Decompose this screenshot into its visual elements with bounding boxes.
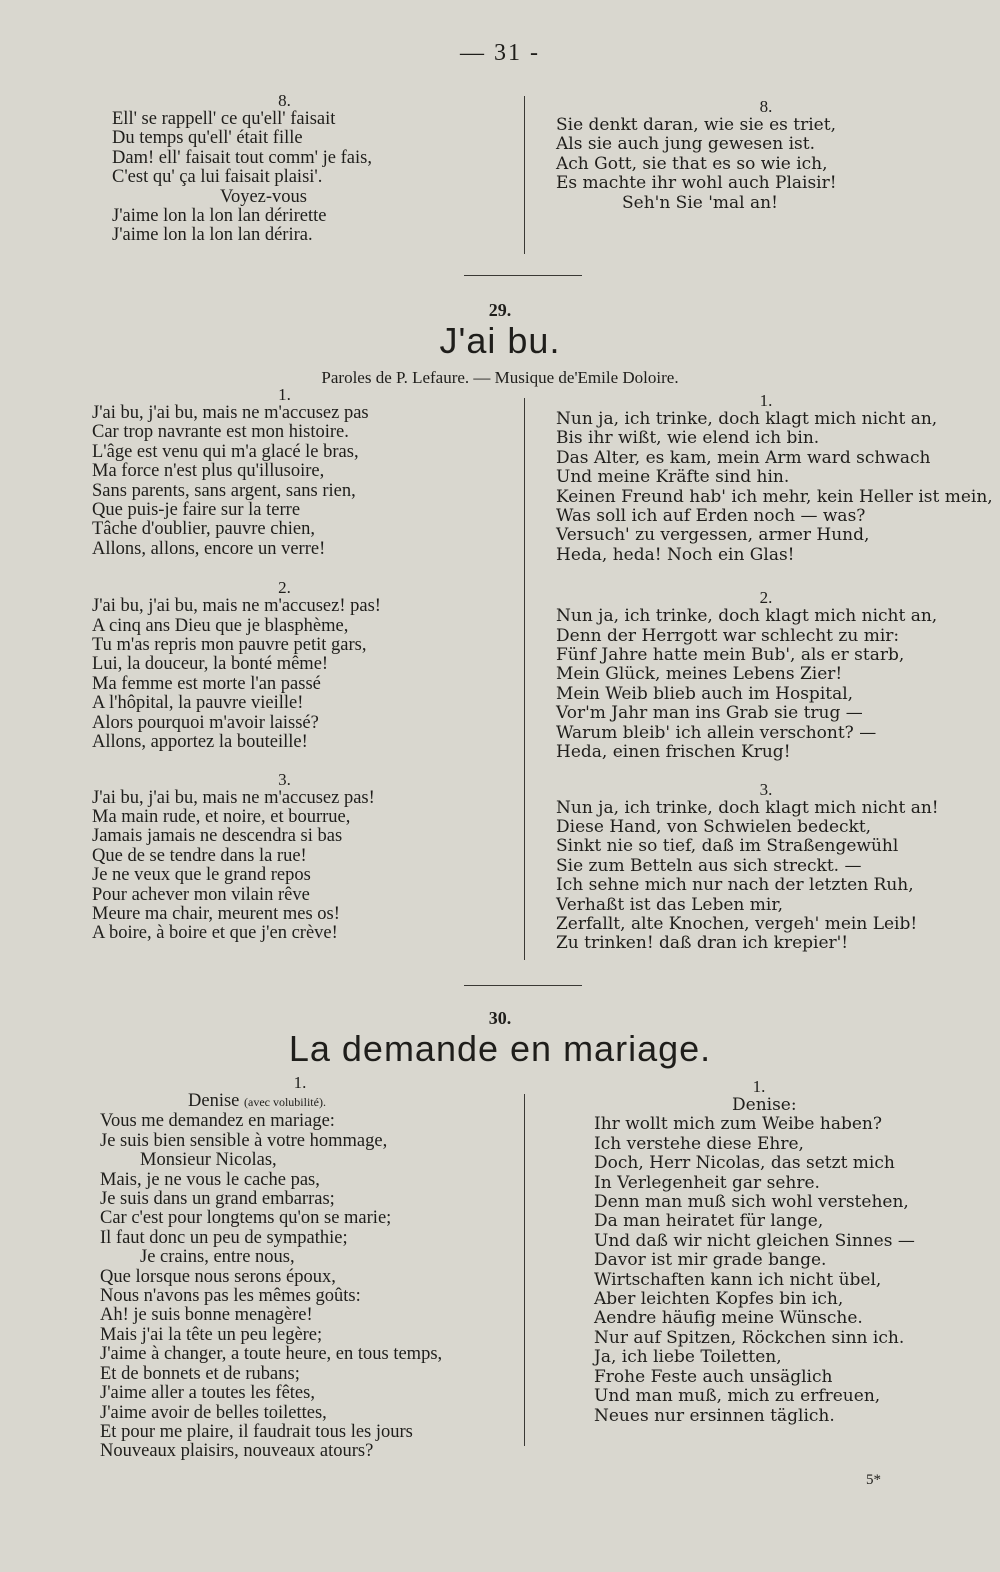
verse-line: Ja, ich liebe Toiletten, <box>594 1347 782 1368</box>
verse-line: Heda, einen frischen Krug! <box>556 742 791 763</box>
verse <box>92 386 517 559</box>
verse-line: Nun ja, ich trinke, doch klagt mich nicht an, <box>556 606 938 627</box>
verse-line: Denn man muß sich wohl verstehen, <box>594 1192 909 1213</box>
column-divider <box>524 96 525 254</box>
song-number: 30. <box>488 1008 512 1028</box>
verse-line: Je suis dans un grand embarras; <box>100 1189 335 1210</box>
verse-line: J'aime lon la lon lan dérirette <box>112 206 327 227</box>
previous-song-french-verse-8 <box>92 92 517 246</box>
song29-german-lyrics <box>556 391 993 968</box>
verse-line: C'est qu' ça lui faisait plaisi'. <box>112 167 323 188</box>
verse-line: J'ai bu, j'ai bu, mais ne m'accusez pas <box>92 403 369 423</box>
verse-line: J'aime lon la lon lan dérira. <box>112 225 313 246</box>
verse-line: Ah! je suis bonne menagère! <box>100 1305 313 1326</box>
verse <box>556 391 993 565</box>
verse-line: Seh'n Sie 'mal an! <box>622 192 778 213</box>
verse-line: Ihr wollt mich zum Weibe haben? <box>594 1114 882 1135</box>
verse-line: Denn der Herrgott war schlecht zu mir: <box>556 625 900 646</box>
verse-line: Ich sehne mich nur nach der letzten Ruh, <box>556 875 914 896</box>
verse-line: Diese Hand, von Schwielen bedeckt, <box>556 816 872 837</box>
song30-german-lyrics <box>594 1078 984 1426</box>
verse-line: Sans parents, sans argent, sans rien, <box>92 480 356 501</box>
song-credits: Paroles de P. Lefaure. — Musique de'Emile Doloire. <box>321 368 679 387</box>
verse-number: 1. <box>293 1073 307 1092</box>
stage-direction: (avec volubilité). <box>244 1095 326 1109</box>
verse-line: Alors pourquoi m'avoir laissé? <box>92 712 319 733</box>
verse-number: 2. <box>759 588 773 608</box>
verse-line: Ach Gott, sie that es so wie ich, <box>556 153 828 174</box>
verse-number: 1. <box>752 1077 766 1096</box>
verse-line: Allons, allons, encore un verre! <box>92 538 326 559</box>
song30-french-lyrics <box>100 1074 520 1462</box>
verse-number: 2. <box>278 578 291 598</box>
verse-line: L'âge est venu qui m'a glacé le bras, <box>92 441 359 462</box>
verse-line: Zerfallt, alte Knochen, vergeh' mein Leib! <box>556 913 918 934</box>
verse-line: Mais j'ai la tête un peu legère; <box>100 1324 323 1345</box>
verse-line: A l'hôpital, la pauvre vieille! <box>92 693 304 714</box>
verse <box>92 579 517 752</box>
verse-line: Il faut donc un peu de sympathie; <box>100 1227 348 1248</box>
verse-line: Ma femme est morte l'an passé <box>92 673 321 694</box>
verse-line: Jamais jamais ne descendra si bas <box>92 826 343 847</box>
verse-line: Je suis bien sensible à votre hommage, <box>100 1130 388 1151</box>
verse-line: J'aime à changer, a toute heure, en tous temps, <box>100 1344 443 1365</box>
verse-line: Als sie auch jung gewesen ist. <box>556 134 815 155</box>
verse-line: A boire, à boire et que j'en crève! <box>92 923 338 944</box>
verse-number: 3. <box>759 779 773 799</box>
section-divider <box>464 275 582 276</box>
verse-line: Que puis-je faire sur la terre <box>92 500 301 521</box>
song29-french-lyrics <box>92 386 517 958</box>
verse-line: Pour achever mon vilain rêve <box>92 884 310 905</box>
verse-number: 1. <box>759 391 773 410</box>
verse-line: In Verlegenheit gar sehre. <box>594 1172 820 1193</box>
verse <box>92 771 517 944</box>
verse-line: Keinen Freund hab' ich mehr, kein Heller ist mein, <box>556 486 993 507</box>
verse-line: Ma force n'est plus qu'illusoire, <box>92 461 325 482</box>
verse-line: Da man heiratet für lange, <box>594 1211 824 1232</box>
verse-line: Car c'est pour longtems qu'on se marie; <box>100 1208 392 1229</box>
verse-line: Doch, Herr Nicolas, das setzt mich <box>594 1153 895 1174</box>
verse <box>556 781 976 954</box>
verse-line: Frohe Feste auch unsäglich <box>594 1366 833 1387</box>
previous-song-german-verse-8 <box>556 98 976 213</box>
verse-line: Mein Glück, meines Lebens Zier! <box>556 664 843 685</box>
verse-line: Vous me demandez en mariage: <box>100 1111 335 1132</box>
verse-line: J'ai bu, j'ai bu, mais ne m'accusez pas! <box>92 787 375 808</box>
verse-line: Du temps qu'ell' était fille <box>112 128 303 149</box>
verse-line: Nur auf Spitzen, Röckchen sinn ich. <box>594 1327 905 1348</box>
verse-line: Je crains, entre nous, <box>140 1247 295 1268</box>
verse-line: Que de se tendre dans la rue! <box>92 845 307 866</box>
verse-line: Meure ma chair, meurent mes os! <box>92 903 340 924</box>
song-title: J'ai bu. <box>439 320 561 361</box>
verse-line: Wirtschaften kann ich nicht übel, <box>594 1269 882 1290</box>
verse-line: Was soll ich auf Erden noch — was? <box>556 506 866 527</box>
verse-line: J'ai bu, j'ai bu, mais ne m'accusez! pas! <box>92 596 381 617</box>
verse-line: Vor'm Jahr man ins Grab sie trug — <box>556 703 863 724</box>
speaker-line <box>100 1092 520 1112</box>
verse-line: Monsieur Nicolas, <box>140 1150 277 1171</box>
verse-number: 3. <box>278 769 291 789</box>
verse <box>556 589 976 762</box>
speaker-name: Denise <box>188 1091 240 1111</box>
verse-line: Dam! ell' faisait tout comm' je fais, <box>112 147 372 168</box>
verse-line: Das Alter, es kam, mein Arm ward schwach <box>556 447 931 468</box>
verse-line: Davor ist mir grade bange. <box>594 1250 827 1271</box>
verse-line: Tu m'as repris mon pauvre petit gars, <box>92 635 367 656</box>
verse-line: Und man muß, mich zu erfreuen, <box>594 1386 881 1407</box>
verse-line: Heda, heda! Noch ein Glas! <box>556 544 795 565</box>
verse-line: Sie denkt daran, wie sie es triet, <box>556 115 836 135</box>
verse-line: Car trop navrante est mon histoire. <box>92 422 349 443</box>
verse-line: Warum bleib' ich allein verschont? — <box>556 722 877 743</box>
verse-line: Je ne veux que le grand repos <box>92 865 311 886</box>
verse-number: 8. <box>278 91 291 110</box>
verse-line: Aendre häufig meine Wünsche. <box>594 1308 863 1329</box>
verse-line: Es machte ihr wohl auch Plaisir! <box>556 173 837 194</box>
verse-line: J'aime avoir de belles toilettes, <box>100 1402 327 1423</box>
verse-line: Ich verstehe diese Ehre, <box>594 1133 804 1154</box>
verse-line: Und daß wir nicht gleichen Sinnes — <box>594 1230 915 1251</box>
song-title: La demande en mariage. <box>288 1028 712 1069</box>
verse-line: Sinkt nie so tief, daß im Straßengewühl <box>556 836 899 857</box>
verse-line: Nun ja, ich trinke, doch klagt mich nicht an, <box>556 409 938 429</box>
verse-line: Aber leichten Kopfes bin ich, <box>594 1289 844 1310</box>
verse-line: Et de bonnets et de rubans; <box>100 1363 300 1384</box>
verse-line: Nun ja, ich trinke, doch klagt mich nicht an! <box>556 797 939 818</box>
column-divider <box>524 398 525 960</box>
verse-line: Allons, apportez la bouteille! <box>92 732 308 753</box>
verse-line: Verhaßt ist das Leben mir, <box>556 894 783 915</box>
verse-line: Voyez-vous <box>220 186 308 207</box>
verse-line: Versuch' zu vergessen, armer Hund, <box>556 525 870 546</box>
verse-line: A cinq ans Dieu que je blasphème, <box>92 615 349 636</box>
page-number: — 31 - <box>460 40 540 66</box>
song-number: 29. <box>488 300 512 320</box>
verse-number: 1. <box>278 385 291 404</box>
printer-signature-mark: 5* <box>866 1472 881 1488</box>
verse-number: 8. <box>759 97 773 116</box>
verse-line: Und meine Kräfte sind hin. <box>556 467 790 488</box>
verse-line: Fünf Jahre hatte mein Bub', als er starb, <box>556 645 905 666</box>
speaker-name: Denise: <box>732 1095 797 1115</box>
verse-line: Et pour me plaire, il faudrait tous les jours <box>100 1421 413 1442</box>
verse-line: Lui, la douceur, la bonté même! <box>92 654 329 675</box>
verse-line: J'aime aller a toutes les fêtes, <box>100 1383 315 1404</box>
verse-line: Nouveaux plaisirs, nouveaux atours? <box>100 1441 374 1462</box>
verse-line: Que lorsque nous serons époux, <box>100 1266 336 1287</box>
verse-line: Ell' se rappell' ce qu'ell' faisait <box>112 109 336 129</box>
verse-line: Bis ihr wißt, wie elend ich bin. <box>556 428 820 449</box>
verse-line: Zu trinken! daß dran ich krepier'! <box>556 933 849 954</box>
verse-line: Tâche d'oublier, pauvre chien, <box>92 519 315 540</box>
section-divider <box>464 985 582 986</box>
verse-line: Nous n'avons pas les mêmes goûts: <box>100 1286 361 1307</box>
verse-line: Mais, je ne vous le cache pas, <box>100 1169 320 1190</box>
verse-line: Sie zum Betteln aus sich streckt. — <box>556 855 862 876</box>
verse-line: Mein Weib blieb auch im Hospital, <box>556 683 854 704</box>
verse-line: Ma main rude, et noire, et bourrue, <box>92 806 351 827</box>
verse-line: Neues nur ersinnen täglich. <box>594 1405 835 1426</box>
column-divider <box>524 1094 525 1446</box>
